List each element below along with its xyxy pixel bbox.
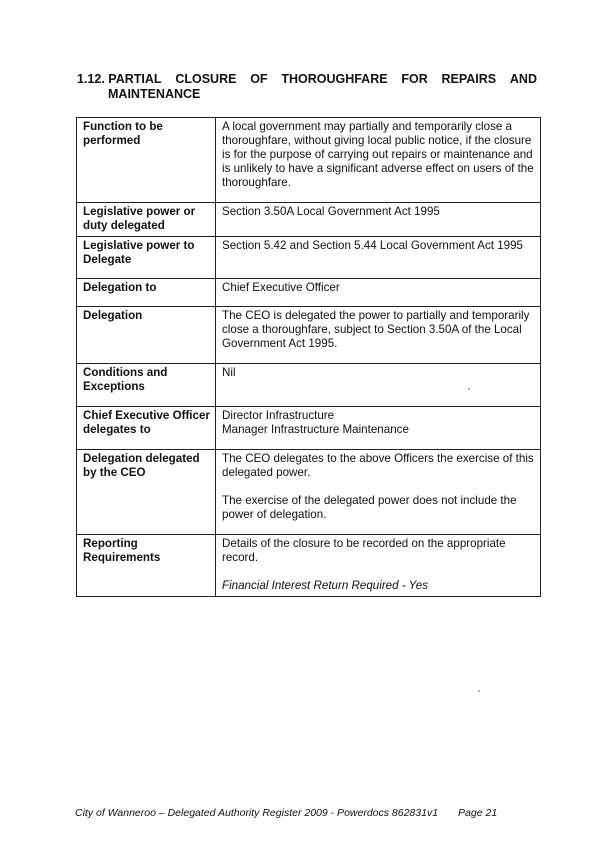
heading-line-1 bbox=[77, 72, 537, 87]
row-value: Director Infrastructure Manager Infrastructure Maintenance bbox=[216, 407, 541, 450]
heading-word: AND bbox=[509, 72, 537, 86]
section-heading bbox=[77, 72, 537, 102]
row-value: Section 3.50A Local Government Act 1995 bbox=[216, 203, 541, 237]
heading-word: OF bbox=[250, 72, 268, 86]
row-value: Details of the closure to be recorded on the appropriate record. Financial Interest Return Required - Yes bbox=[216, 535, 541, 597]
row-label: Reporting Requirements bbox=[77, 535, 216, 597]
scan-speck bbox=[468, 388, 470, 390]
table-row bbox=[77, 364, 541, 407]
heading-word: FOR bbox=[401, 72, 428, 86]
page-number: Page 21 bbox=[458, 807, 498, 819]
table-row bbox=[77, 535, 541, 597]
table-row bbox=[77, 279, 541, 307]
row-value: Chief Executive Officer bbox=[216, 279, 541, 307]
row-value: The CEO delegates to the above Officers the exercise of this delegated power. The exercise of the delegated power does not include the power of delegation. bbox=[216, 450, 541, 535]
table-row bbox=[77, 203, 541, 237]
row-label: Legislative power to Delegate bbox=[77, 237, 216, 279]
row-value: Section 5.42 and Section 5.44 Local Government Act 1995 bbox=[216, 237, 541, 279]
heading-word: 1.12. PARTIAL bbox=[77, 72, 162, 86]
row-label: Function to be performed bbox=[77, 118, 216, 203]
page-footer bbox=[75, 807, 497, 819]
table-row bbox=[77, 307, 541, 364]
table-row bbox=[77, 450, 541, 535]
table-row bbox=[77, 407, 541, 450]
table-row bbox=[77, 237, 541, 279]
scan-speck bbox=[478, 690, 480, 692]
footer-text: City of Wanneroo – Delegated Authority Register 2009 - Powerdocs 862831v1 bbox=[75, 807, 439, 819]
row-value: A local government may partially and temporarily close a thoroughfare, without giving local public notice, if the closure is for the purpose of carrying out repairs or maintenance and is unlikely to have a significant adverse effect on users of the thoroughfare. bbox=[216, 118, 541, 203]
row-label: Conditions and Exceptions bbox=[77, 364, 216, 407]
row-value: Nil bbox=[216, 364, 541, 407]
heading-line-2: MAINTENANCE bbox=[108, 87, 201, 101]
row-label: Delegation to bbox=[77, 279, 216, 307]
row-label: Chief Executive Officer delegates to bbox=[77, 407, 216, 450]
heading-word: REPAIRS bbox=[441, 72, 497, 86]
row-label: Delegation delegated by the CEO bbox=[77, 450, 216, 535]
row-label: Delegation bbox=[77, 307, 216, 364]
table-row bbox=[77, 118, 541, 203]
delegation-table bbox=[76, 117, 541, 597]
row-label: Legislative power or duty delegated bbox=[77, 203, 216, 237]
heading-word: CLOSURE bbox=[175, 72, 237, 86]
row-value: The CEO is delegated the power to partially and temporarily close a thoroughfare, subject to Section 3.50A of the Local Government Act 1995. bbox=[216, 307, 541, 364]
heading-word: THOROUGHFARE bbox=[281, 72, 388, 86]
